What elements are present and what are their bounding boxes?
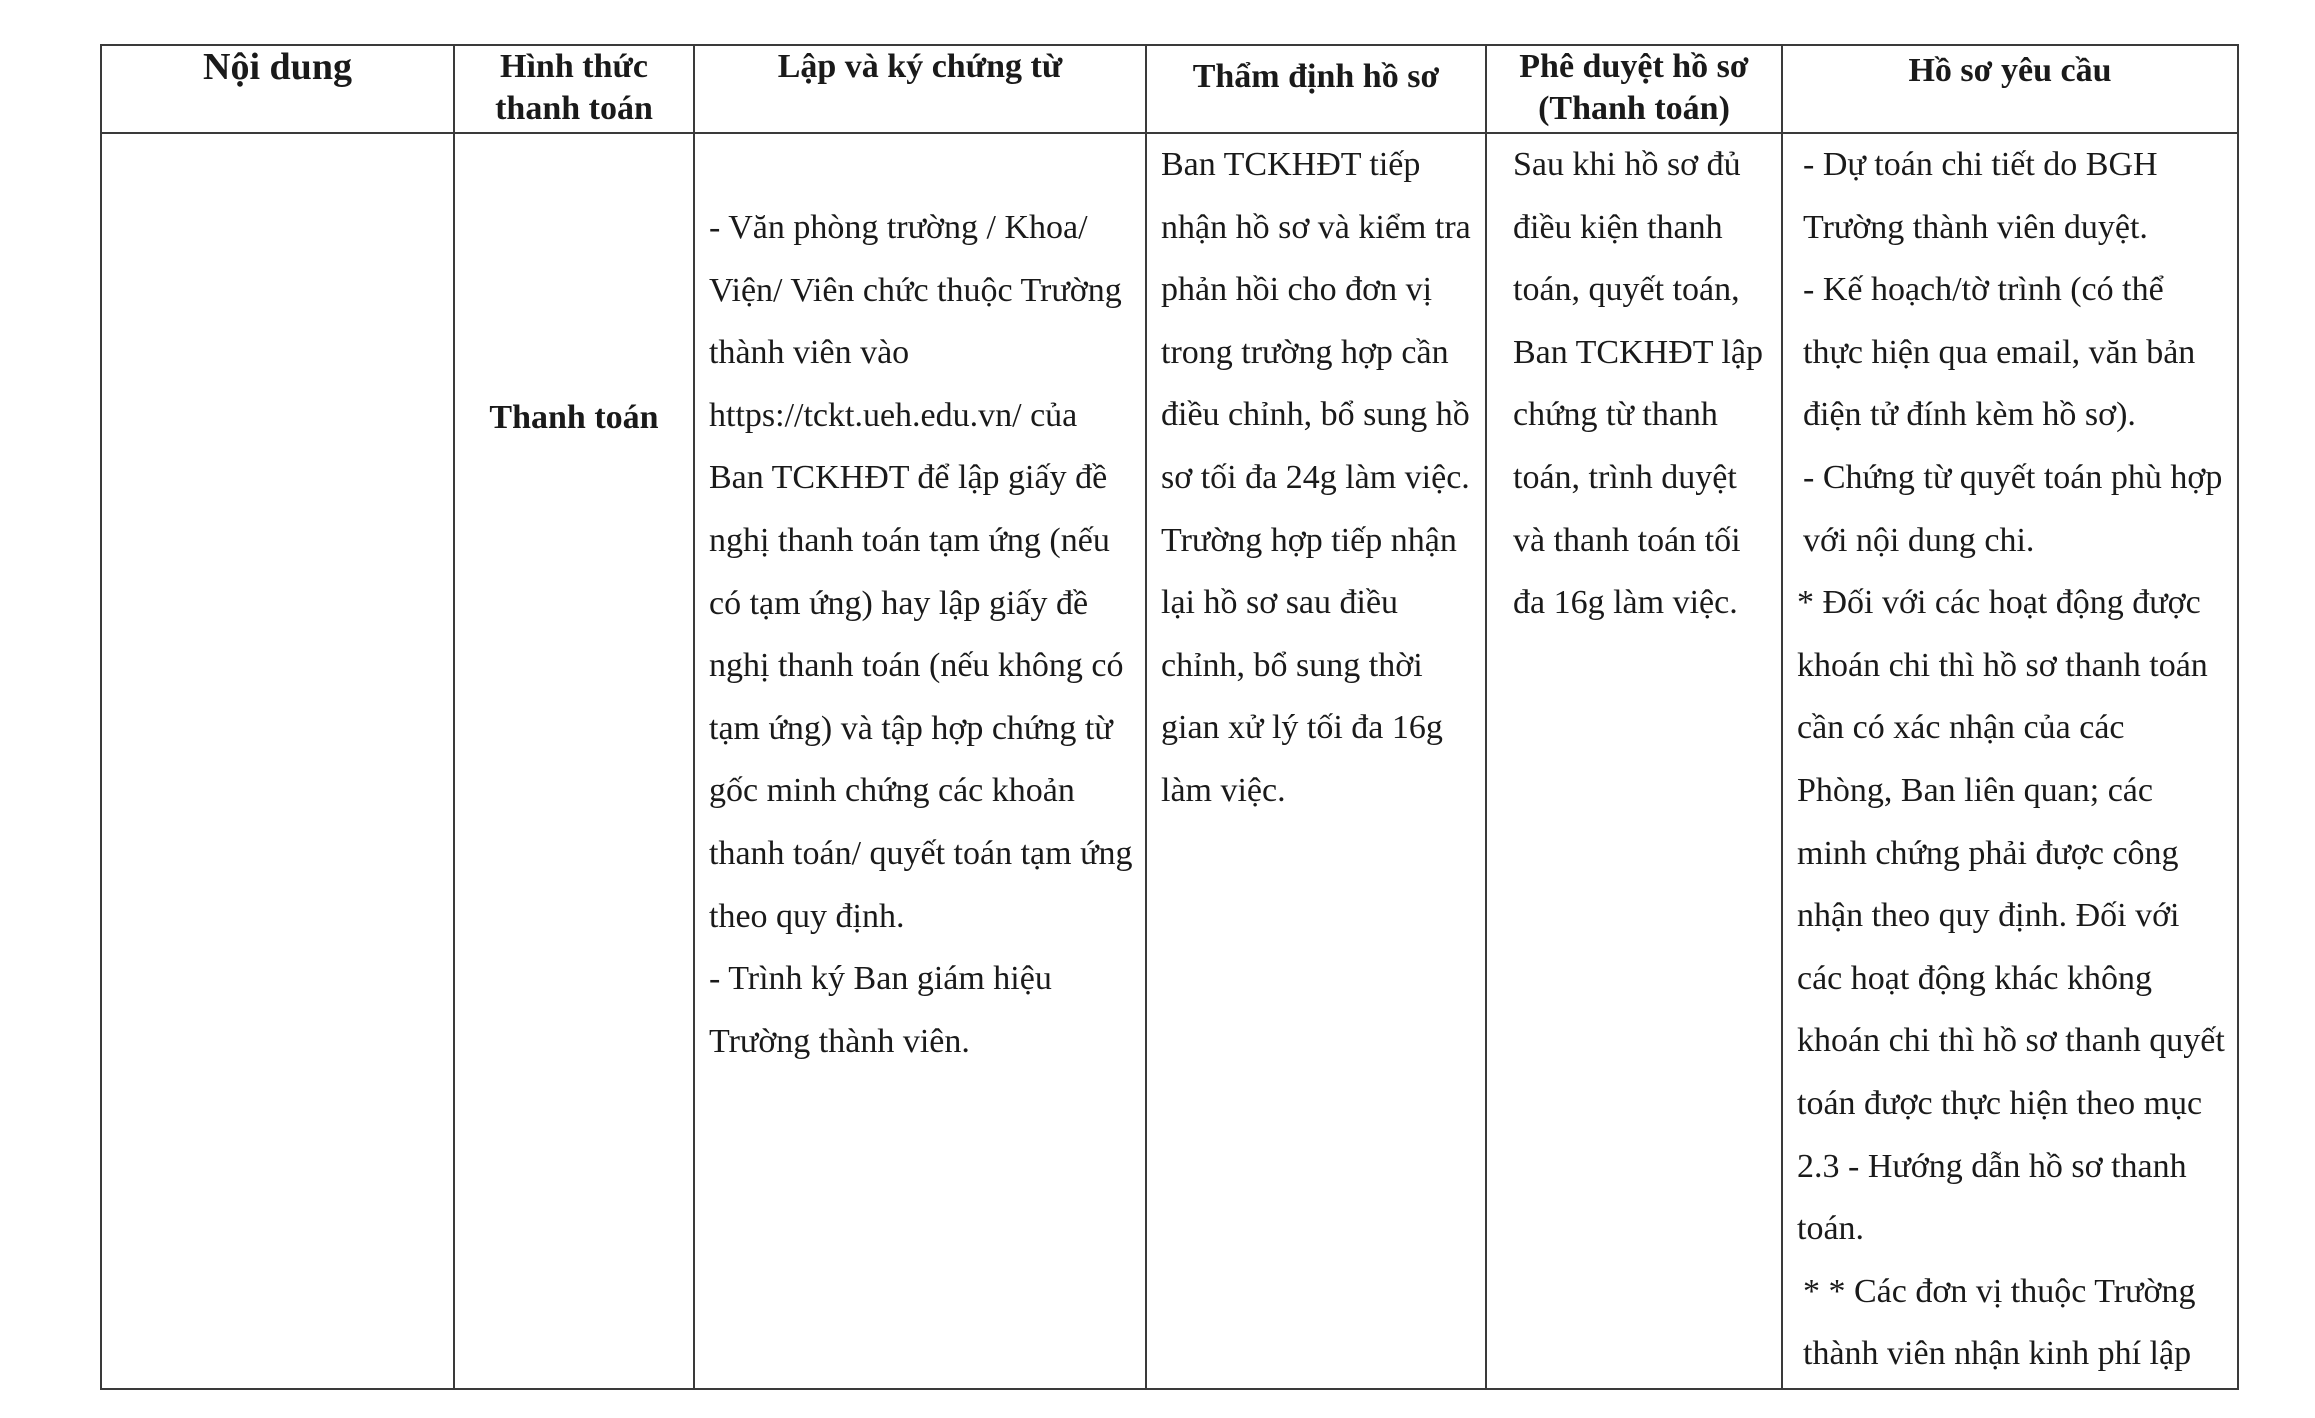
header-lap-va-ky-chung-tu: Lập và ký chứng từ [694, 45, 1146, 133]
ho-so-paragraph-5: * * Các đơn vị thuộc Trường thành viên nhận kinh phí lập [1803, 1272, 2196, 1373]
table-row [101, 133, 2238, 1389]
table-header-row [101, 45, 2238, 133]
lap-ky-paragraph-1: - Văn phòng trường / Khoa/ Viện/ Viên chức thuộc Trường thành viên vào https://tckt.ueh.edu.vn/ của Ban TCKHĐT để lập giấy đề nghị thanh toán tạm ứng (nếu có tạm ứng) hay lập giấy đề nghị thanh toán (nếu không có tạm ứng) và tập hợp chứng từ gốc minh chứng các khoản thanh toán/ quyết toán tạm ứng theo quy định. [709, 209, 1133, 935]
lap-ky-paragraph-2: - Trình ký Ban giám hiệu Trường thành viên. [709, 960, 1052, 1060]
header-phe-duyet-ho-so: Phê duyệt hồ sơ (Thanh toán) [1486, 45, 1782, 133]
ho-so-paragraph-2: - Kế hoạch/tờ trình (có thể thực hiện qua email, văn bản điện tử đính kèm hồ sơ). [1803, 271, 2196, 434]
payment-procedure-table [100, 44, 2239, 1390]
cell-lap-va-ky-chung-tu [694, 133, 1146, 1389]
ho-so-paragraph-3: - Chứng từ quyết toán phù hợp với nội dung chi. [1803, 458, 2223, 559]
cell-noi-dung [101, 133, 454, 1389]
cell-ho-so-yeu-cau [1782, 133, 2238, 1389]
cell-tham-dinh-ho-so: Ban TCKHĐT tiếp nhận hồ sơ và kiểm tra phản hồi cho đơn vị trong trường hợp cần điều chỉnh, bổ sung hồ sơ tối đa 24g làm việc. Trường hợp tiếp nhận lại hồ sơ sau điều chỉnh, bổ sung thời gian xử lý tối đa 16g làm việc. [1146, 133, 1486, 1389]
header-hinh-thuc-thanh-toan: Hình thức thanh toán [454, 45, 694, 133]
cell-phe-duyet-ho-so: Sau khi hồ sơ đủ điều kiện thanh toán, quyết toán, Ban TCKHĐT lập chứng từ thanh toán, trình duyệt và thanh toán tối đa 16g làm việc. [1486, 133, 1782, 1389]
header-ho-so-yeu-cau: Hồ sơ yêu cầu [1782, 45, 2238, 133]
ho-so-paragraph-4: * Đối với các hoạt động được khoán chi thì hồ sơ thanh toán cần có xác nhận của các Phòng, Ban liên quan; các minh chứng phải được công nhận theo quy định. Đối với các hoạt động khác không khoán chi thì hồ sơ thanh quyết toán được thực hiện theo mục 2.3 - Hướng dẫn hồ sơ thanh toán. [1797, 584, 2225, 1248]
cell-hinh-thuc: Thanh toán [454, 133, 694, 1389]
header-noi-dung: Nội dung [101, 45, 454, 133]
header-tham-dinh-ho-so: Thẩm định hồ sơ [1146, 45, 1486, 133]
ho-so-paragraph-1: - Dự toán chi tiết do BGH Trường thành viên duyệt. [1803, 146, 2158, 246]
